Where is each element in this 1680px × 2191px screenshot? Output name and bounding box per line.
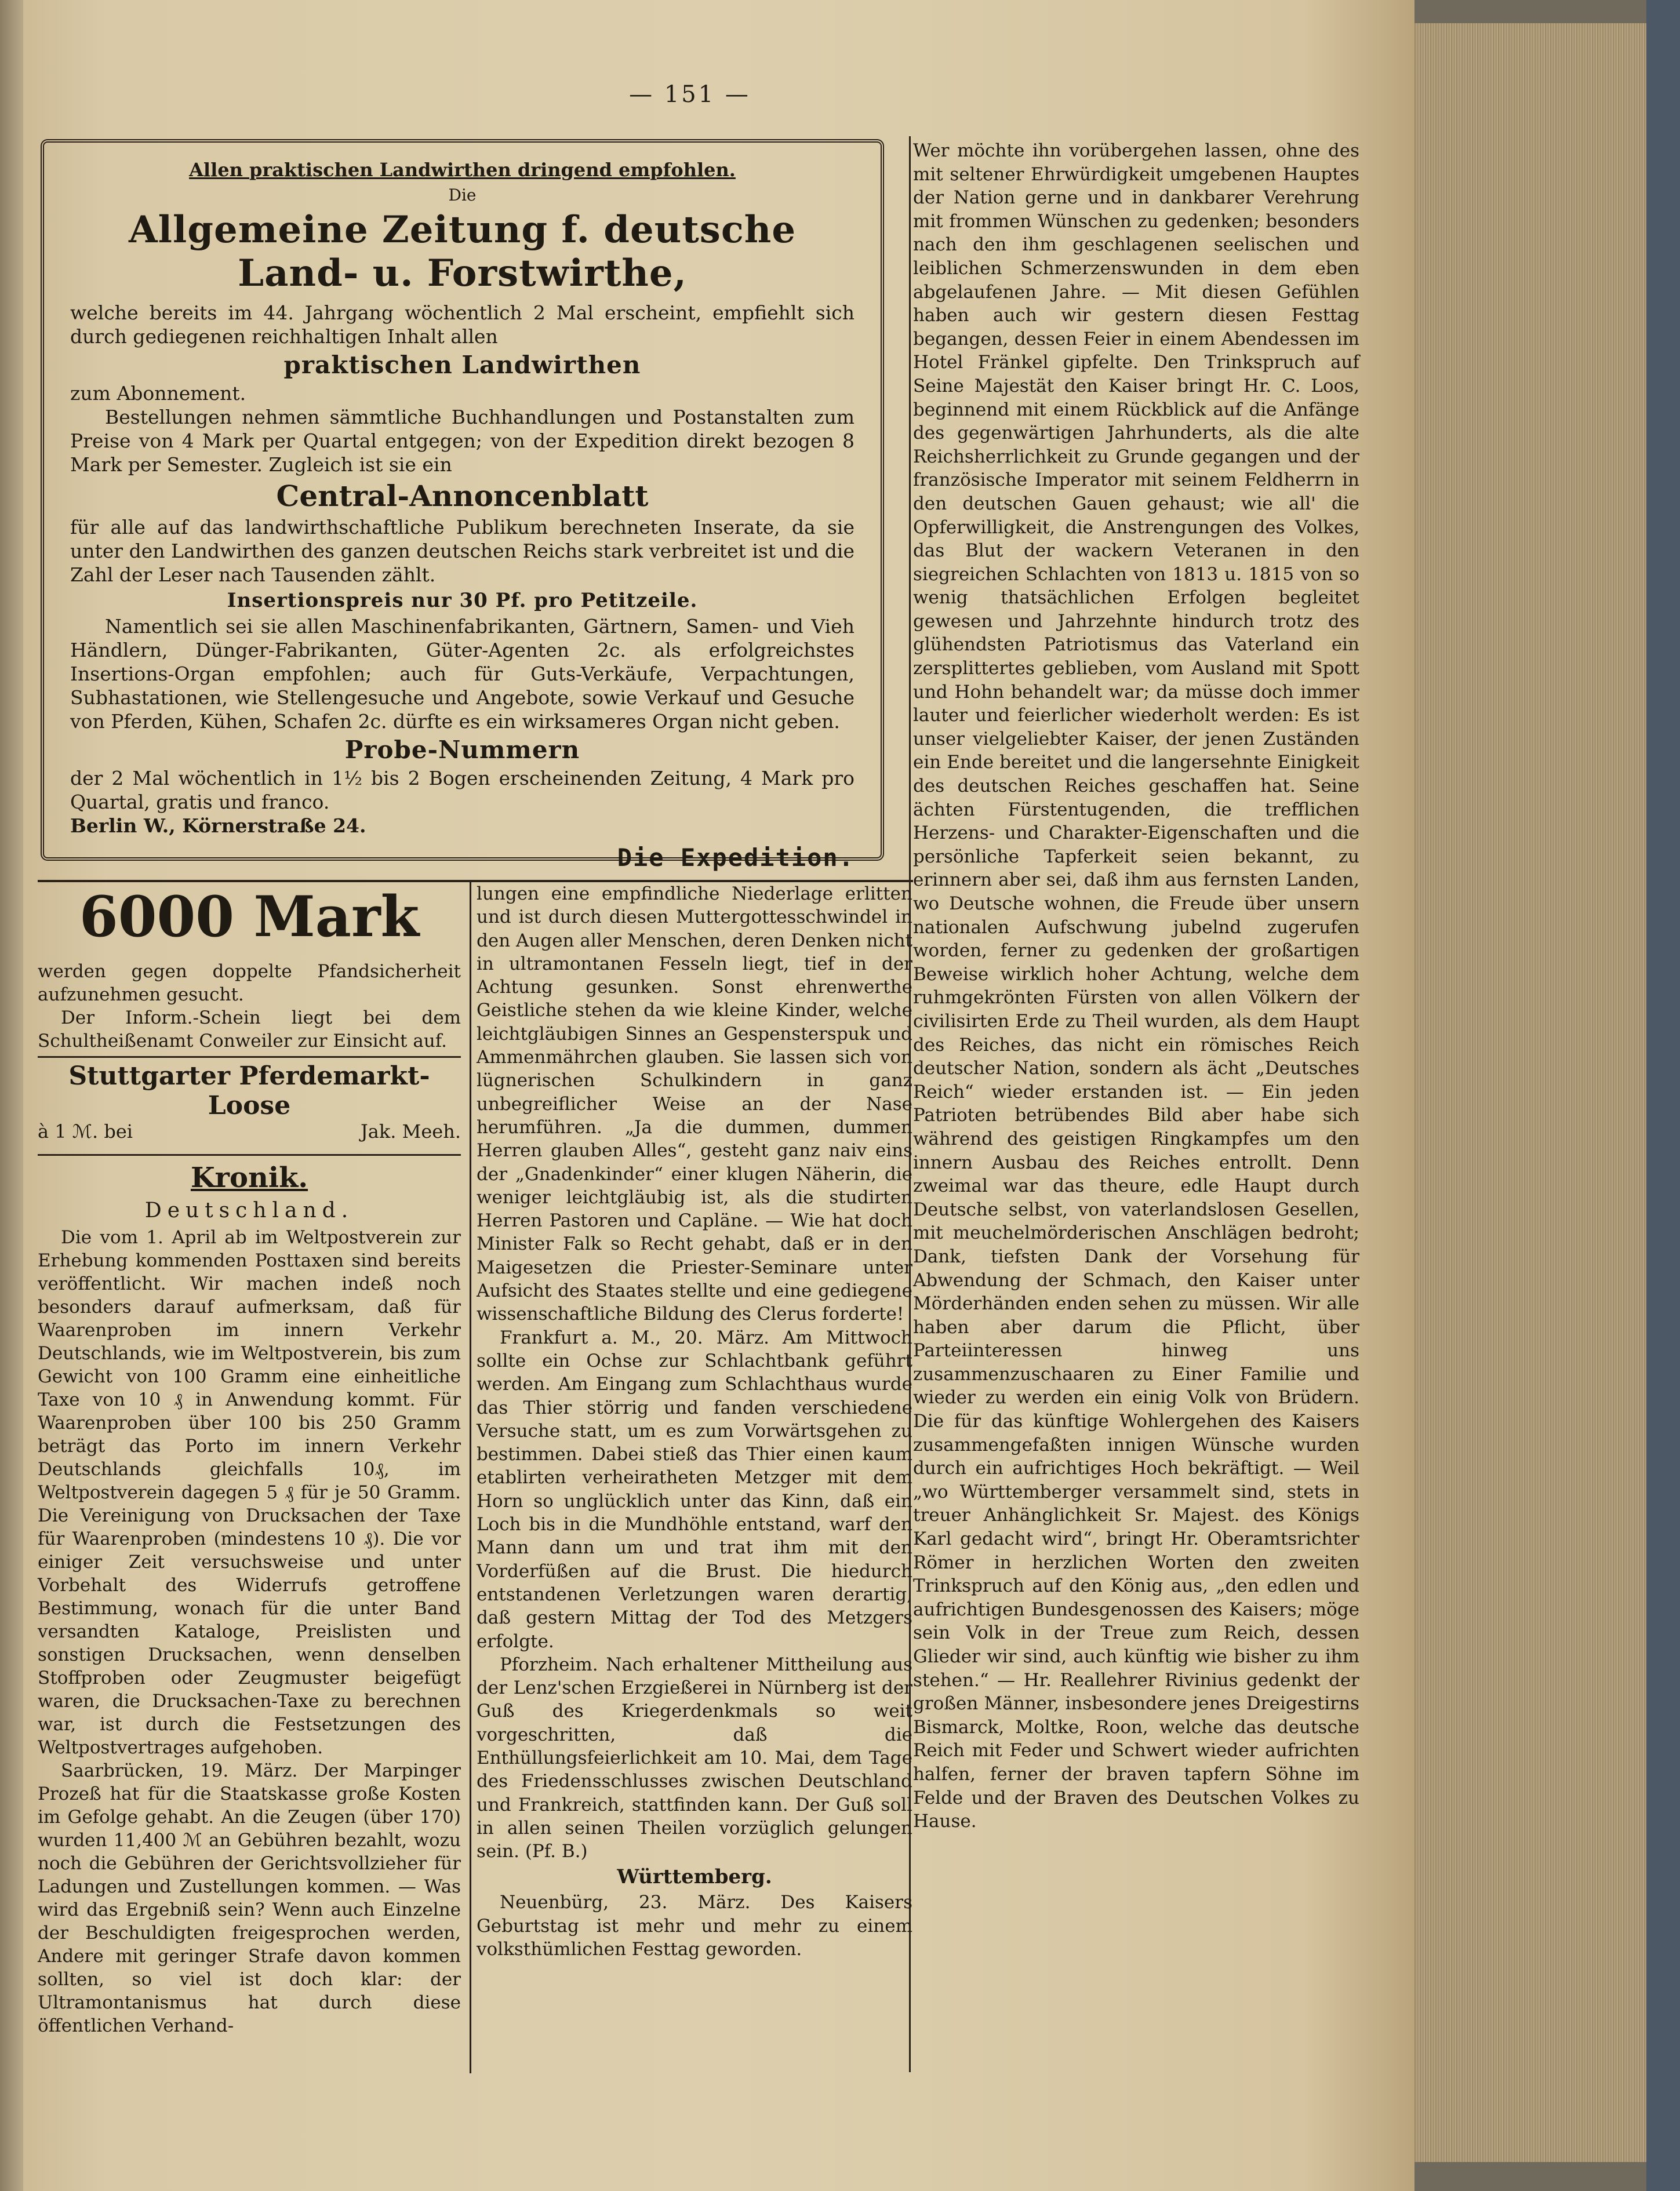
ad-paragraph-2: zum Abonnement.: [70, 382, 246, 405]
section-wuerttemberg: Württemberg.: [617, 1865, 772, 1889]
ad-signature: Die Expedition.: [617, 843, 854, 872]
article-kaiser-birthday: Wer möchte ihn vorübergehen lassen, ohne des mit seltener Ehrwürdigkeit umgebenen Hauptes der Nation gerne und in dankbarer Verehrung mit frommen Wünschen zu gedenken; besonders nach den ihm geschlagenen seelischen und leiblichen Schmerzenswunden in dem eben abgelaufenen Jahre. — Mit diesen Gefühlen haben auch wir gestern diesen Festtag begangen, dessen Feier in einem Abendessen im Hotel Fränkel gipfelte. Den Trinkspruch auf Seine Majestät den Kaiser bringt Hr. C. Loos, beginnend mit einem Rückblick auf die Anfänge des gegenwärtigen Jahrhunderts, als die alte Reichsherrlichkeit zu Grunde gegangen und der französische Imperator mit seinem Feldherrn in den deutschen Gauen gehaust; wie all' die Opferwilligkeit, die Anstrengungen des Volkes, das Blut der wackern Veteranen in den siegreichen Schlachten von 1813 u. 1815 von so wenig thatsächlichen Erfolgen begleitet gewesen und Jahrzehnte hindurch trotz des glühendsten Patriotismus das Vaterland ein zersplittertes geblieben, vom Ausland mit Spott und Hohn behandelt war; da müsse doch immer lauter und feierlicher wiederholt werden: Es ist unser vielgeliebter Kaiser, der jenen Zuständen ein Ende bereitet und die langersehnte Einigkeit des deutschen Reiches geschaffen hat. Seine ächten Fürstentugenden, die trefflichen Herzens- und Charakter-Eigenschaften und die persönliche Tapferkeit seien bekannt, zu erinnern aber sei, daß ihm aus fernsten Landen, wo Deutsche wohnen, die Freude über unsern nationalen Aufschwung jubelnd zugerufen worden, ferner zu gedenken der großartigen Beweise wirklich hoher Achtung, welche dem ruhmgekrönten Fürsten von allen Völkern der civilisirten Erde zu Theil wurden, als dem Haupt des Reiches, das nicht ein römisches Reich deutscher Nation, sondern als ächt „Deutsches Reich“ wieder erstanden ist. — Ein jeden Patrioten betrübendes Bild aber habe sich während des geistigen Ringkampfes um den innern Ausbau des Reiches entrollt. Denn zweimal war das theure, edle Haupt durch Deutsche selbst, von vaterlandslosen Gesellen, mit meuchelmörderischen Anschlägen bedroht; Dank, tiefsten Dank der Vorsehung für Abwendung der Schmach, den Kaiser unter Mörderhänden enden sehen zu müssen. Wir alle haben aber darum die Pflicht, über Parteiinteressen hinweg uns zusammenzuschaaren zu Einer Familie und wieder zu werden ein einig Volk von Brüdern. Die für das künftige Wohlergehen des Kaisers zusammengefaßten innigen Wünsche wurden durch ein aufrichtiges Hoch bekräftigt. — Weil „wo Württemberger versammelt sind, stets in treuer Anhänglichkeit Sr. Majest. des Königs Karl gedacht wird“, bringt Hr. Oberamtsrichter Römer in herzlichen Worten den zweiten Trinkspruch auf den König aus, „den edlen und aufrichtigen Bundesgenossen des Kaisers; möge sein Volk in der Treue zum Reich, dessen Glieder wir sind, auch künftig wie bisher zu ihm stehen.“ — Hr. Reallehrer Rivinius gedenkt der großen Männer, insbesondere jenes Dreigestirns Bismarck, Moltke, Roon, welche das deutsche Reich mit Feder und Schwert wieder aufrichten halfen, ferner der braven tapfern Söhne im Felde und der Braven des Deutschen Volkes zu Hause.: [913, 140, 1359, 1832]
stuttgart-ad-title: Stuttgarter Pferdemarkt-Loose: [68, 1061, 430, 1120]
article-pforzheim: Pforzheim. Nach erhaltener Mittheilung aus der Lenz'schen Erzgießerei in Nürnberg ist der Guß des Kriegerdenkmals so weit vorgeschritten, daß die Enthüllungsfeierlichkeit am 10. Mai, dem Tage des Friedensschlusses zwischen Deutschland und Frankreich, stattfinden kann. Der Guß soll in allen seinen Theilen vorzüglich gelungen sein. (Pf. B.): [477, 1654, 912, 1862]
article-saarbruecken: Saarbrücken, 19. März. Der Marpinger Prozeß hat für die Staatskasse große Kosten im Gefolge gehabt. An die Zeugen (über 170) wurden 11,400 ℳ an Gebühren bezahlt, wozu noch die Gebühren der Gerichtsvollzieher für Ladungen und Zustellungen kommen. — Was wird das Ergebniß sein? Wenn auch Einzelne der Beschuldigten freigesprochen werden, Andere mit geringer Strafe davon kommen sollten, so viel ist doch klar: der Ultramontanismus hat durch diese öffentlichen Verhand-: [38, 1760, 461, 2036]
ad-paragraph-1: welche bereits im 44. Jahrgang wöchentlich 2 Mal erscheint, empfiehlt sich durch gediegenen reichhaltigen Inhalt allen: [70, 301, 854, 348]
advertisement-box: [41, 139, 884, 872]
ad-paragraph-5: Namentlich sei sie allen Maschinenfabrikanten, Gärtnern, Samen- und Vieh Händlern, Dünger-Fabrikanten, Güter-Agenten 2c. als erfolgreichstes Insertions-Organ empfohlen; auch für Guts-Verkäufe, Verpachtungen, Subhastationen, wie Stellengesuche und Angebote, sowie Verkauf und Gesuche von Pferden, Kühen, Schafen 2c. dürfte es ein wirksameres Organ nicht geben.: [70, 615, 854, 733]
left-page-edge: [0, 0, 23, 2191]
middle-column: [477, 882, 912, 1961]
mark-ad-title: 6000 Mark: [79, 884, 420, 949]
stuttgart-ad-line: [38, 1120, 461, 1142]
separator: [38, 1056, 461, 1058]
section-deutschland: Deutschland.: [144, 1199, 354, 1222]
article-continuation: lungen eine empfindliche Niederlage erlitten und ist durch diesen Muttergottesschwindel in den Augen aller Menschen, deren Denken nicht in ultramontanen Fesseln liegt, tief in der Achtung gesunken. Sonst ehrenwerthe Geistliche stehen da wie kleine Kinder, welche leichtgläubigen Sinnes an Gespensterspuk und Ammenmährchen glauben. Sie lassen sich von lügnerischen Schulkindern in ganz unbegreiflicher Weise an der Nase herumführen. „Ja die dummen, dummen Herren glauben Alles“, gesteht ganz naiv eins der „Gnadenkinder“ einer klugen Näherin, die weniger leichtgläubig ist, als die studirten Herren Pastoren und Capläne. — Wie hat doch Minister Falk so Recht gehabt, daß er in den Maigesetzen die Priester-Seminare unter Aufsicht des Staates stellte und eine gediegene wissenschaftliche Bildung des Clerus forderte!: [477, 883, 912, 1325]
ad-title: Allgemeine Zeitung f. deutsche Land- u. Forstwirthe,: [128, 208, 797, 295]
ad-heading-central: Central-Annoncenblatt: [276, 479, 649, 513]
ad-paragraph-6: der 2 Mal wöchentlich in 1½ bis 2 Bogen erscheinenden Zeitung, 4 Mark pro Quartal, gratis und franco.: [70, 767, 854, 813]
left-column: [38, 884, 461, 2037]
ad-recommendation: Allen praktischen Landwirthen dringend empfohlen.: [189, 159, 736, 181]
ad-heading-praktisch: praktischen Landwirthen: [283, 351, 641, 379]
ad-die: Die: [448, 185, 477, 205]
separator: [38, 1154, 461, 1156]
article-neuenbuerg: Neuenbürg, 23. März. Des Kaisers Geburtstag ist mehr und mehr zu einem volksthümlichen Festtag geworden.: [477, 1892, 912, 1960]
ad-paragraph-4: für alle auf das landwirthschaftliche Publikum berechneten Inserate, da sie unter den Landwirthen des ganzen deutschen Reichs stark verbreitet ist und die Zahl der Leser nach Tausenden zählt.: [70, 516, 854, 586]
ad-heading-probe: Probe-Nummern: [344, 736, 580, 764]
book-page-edges: [1414, 23, 1646, 2162]
article-post: Die vom 1. April ab im Weltpostverein zur Erhebung kommenden Posttaxen sind bereits veröffentlicht. Wir machen indeß noch besonders darauf aufmerksam, daß für Waarenproben im innern Verkehr Deutschlands, wie im Weltpostverein, bis zum Gewicht von 100 Gramm eine einheitliche Taxe von 10 ₰ in Anwendung kommt. Für Waarenproben über 100 bis 250 Gramm beträgt das Porto im innern Verkehr Deutschlands gleichfalls 10₰, im Weltpostverein dagegen 5 ₰ für je 50 Gramm. Die Vereinigung von Drucksachen der Taxe für Waarenproben (mindestens 10 ₰). Die vor einiger Zeit versuchsweise und unter Vorbehalt des Widerrufs getroffene Bestimmung, wonach für die unter Band versandten Kataloge, Preislisten und sonstigen Drucksachen, wenn denselben Stoffproben oder Zeugmuster beigefügt waren, die Drucksachen-Taxe zu berechnen war, ist durch die Festsetzungen des Weltpostvertrages aufgehoben.: [38, 1227, 461, 1758]
mark-ad-text-1: werden gegen doppelte Pfandsicherheit aufzunehmen gesucht.: [38, 961, 461, 1005]
book-cover-board: [1646, 0, 1680, 2191]
stuttgart-price: à 1 ℳ. bei: [38, 1120, 133, 1142]
ad-address: Berlin W., Körnerstraße 24.: [70, 814, 366, 837]
mark-ad-text-2: Der Inform.-Schein liegt bei dem Schultheißenamt Conweiler zur Einsicht auf.: [38, 1007, 461, 1051]
stuttgart-seller: Jak. Meeh.: [360, 1120, 461, 1142]
ad-paragraph-3: Bestellungen nehmen sämmtliche Buchhandlungen und Postanstalten zum Preise von 4 Mark per Quartal entgegen; von der Expedition direkt bezogen 8 Mark per Semester. Zugleich ist sie ein: [70, 406, 854, 476]
article-frankfurt: Frankfurt a. M., 20. März. Am Mittwoch sollte ein Ochse zur Schlachtbank geführt werden. Am Eingang zum Schlachthaus wurde das Thier störrig und fanden verschiedene Versuche statt, um es zum Vorwärtsgehen zu bestimmen. Dabei stieß das Thier einen kaum etablirten verheiratheten Metzger mit dem Horn so unglücklich unter das Kinn, daß ein Loch bis in die Mundhöhle entstand, warf den Mann dann um und trat ihm mit den Vorderfüßen auf die Brust. Die hiedurch entstandenen Verletzungen waren derartig, daß gestern Mittag der Tod des Metzgers erfolgte.: [477, 1327, 912, 1652]
page-number: — 151 —: [629, 81, 751, 108]
ad-heading-insertion: Insertionspreis nur 30 Pf. pro Petitzeile.: [227, 589, 698, 612]
column-divider-left: [470, 882, 471, 2073]
section-kronik: Kronik.: [190, 1162, 308, 1194]
right-column: [913, 139, 1359, 1833]
